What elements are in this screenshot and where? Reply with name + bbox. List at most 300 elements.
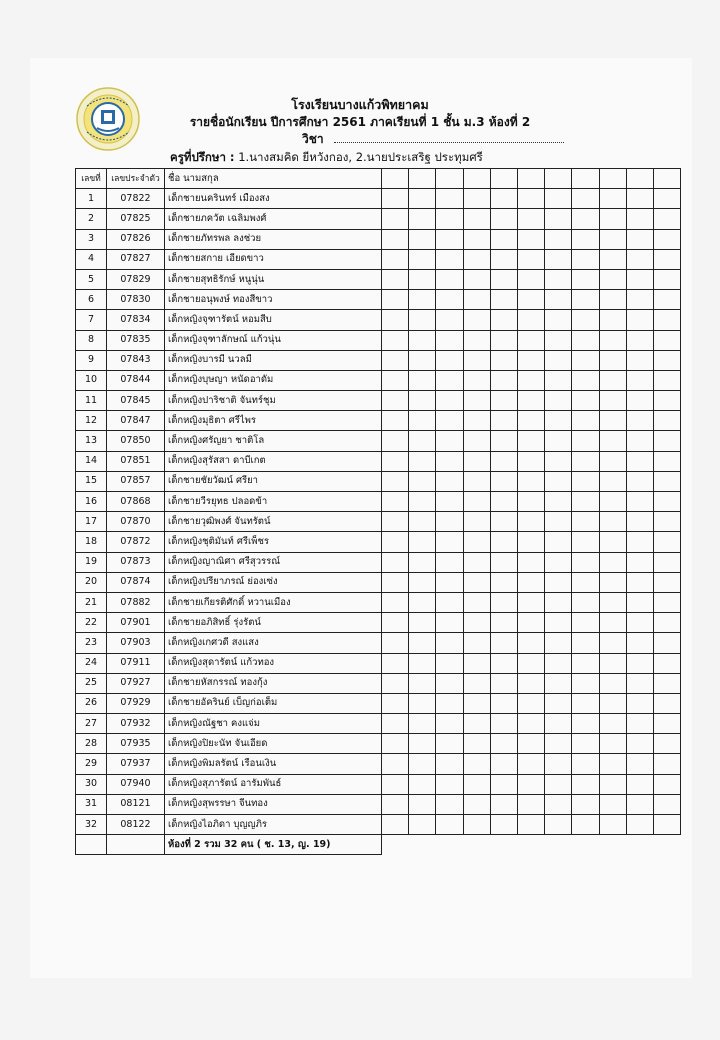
blank-cell (653, 532, 680, 552)
student-no: 25 (76, 673, 107, 693)
student-no: 3 (76, 229, 107, 249)
blank-cell (599, 310, 626, 330)
blank-cell (599, 229, 626, 249)
table-row (76, 290, 681, 310)
blank-cell (626, 512, 653, 532)
student-id: 07822 (107, 189, 165, 209)
blank-cell (409, 734, 436, 754)
table-row (76, 714, 681, 734)
blank-cell (76, 835, 107, 855)
blank-cell (599, 391, 626, 411)
blank-cell (436, 229, 463, 249)
student-no: 5 (76, 269, 107, 289)
blank-cell (545, 189, 572, 209)
blank-cell (545, 290, 572, 310)
student-name: เด็กชายสุทธิรักษ์ หนูนุ่น (165, 269, 382, 289)
blank-cell (409, 693, 436, 713)
student-no: 26 (76, 693, 107, 713)
blank-cell (436, 189, 463, 209)
table-row (76, 653, 681, 673)
table-row (76, 633, 681, 653)
blank-cell (490, 512, 517, 532)
table-row (76, 249, 681, 269)
blank-cell (572, 815, 599, 835)
table-row (76, 673, 681, 693)
table-row (76, 613, 681, 633)
blank-cell (626, 653, 653, 673)
student-id: 07835 (107, 330, 165, 350)
blank-cell (626, 532, 653, 552)
student-no: 19 (76, 552, 107, 572)
blank-cell (517, 774, 544, 794)
blank-cell (463, 229, 490, 249)
blank-cell (545, 471, 572, 491)
blank-cell (490, 815, 517, 835)
blank-cell (626, 290, 653, 310)
blank-cell (653, 411, 680, 431)
blank-cell (517, 613, 544, 633)
table-row (76, 451, 681, 471)
blank-cell (545, 572, 572, 592)
blank-cell (599, 794, 626, 814)
blank-cell (436, 492, 463, 512)
blank-cell (517, 653, 544, 673)
blank-cell (463, 552, 490, 572)
blank-cell (653, 350, 680, 370)
blank-cell (517, 189, 544, 209)
student-id: 07870 (107, 512, 165, 532)
student-name: เด็กชายอนุพงษ์ ทองสีขาว (165, 290, 382, 310)
blank-cell (409, 532, 436, 552)
blank-cell (653, 613, 680, 633)
blank-cell (463, 330, 490, 350)
blank-cell (517, 391, 544, 411)
blank-cell (653, 673, 680, 693)
student-name: เด็กชายเกียรติศักดิ์ หวานเมือง (165, 592, 382, 612)
blank-cell (599, 572, 626, 592)
student-id: 07850 (107, 431, 165, 451)
table-row (76, 815, 681, 835)
blank-cell (409, 754, 436, 774)
blank-cell (436, 653, 463, 673)
blank-cell (626, 492, 653, 512)
blank-cell (436, 613, 463, 633)
table-row (76, 189, 681, 209)
blank-cell (436, 391, 463, 411)
blank-cell (626, 714, 653, 734)
blank-cell (382, 471, 409, 491)
student-name: เด็กชายภควัต เฉลิมพงศ์ (165, 209, 382, 229)
blank-cell (599, 815, 626, 835)
table-row (76, 370, 681, 390)
header-blank-cell (517, 169, 544, 189)
student-name: เด็กหญิงมุธิตา ศรีไพร (165, 411, 382, 431)
blank-cell (545, 552, 572, 572)
table-row (76, 330, 681, 350)
blank-cell (436, 290, 463, 310)
blank-cell (107, 835, 165, 855)
blank-cell (599, 653, 626, 673)
blank-cell (572, 269, 599, 289)
blank-cell (517, 693, 544, 713)
blank-cell (517, 754, 544, 774)
student-name: เด็กหญิงจุฑารัตน์ หอมสีบ (165, 310, 382, 330)
blank-cell (517, 209, 544, 229)
table-row (76, 229, 681, 249)
blank-cell (409, 370, 436, 390)
blank-cell (545, 693, 572, 713)
blank-cell (382, 815, 409, 835)
blank-cell (545, 451, 572, 471)
blank-cell (517, 794, 544, 814)
blank-cell (572, 209, 599, 229)
student-no: 15 (76, 471, 107, 491)
subject-blank-line (334, 132, 564, 143)
student-no: 1 (76, 189, 107, 209)
blank-cell (382, 532, 409, 552)
blank-cell (490, 269, 517, 289)
blank-cell (463, 734, 490, 754)
student-no: 10 (76, 370, 107, 390)
blank-cell (653, 471, 680, 491)
blank-cell (409, 249, 436, 269)
student-no: 8 (76, 330, 107, 350)
student-id: 07834 (107, 310, 165, 330)
blank-cell (490, 310, 517, 330)
blank-cell (382, 411, 409, 431)
student-name: เด็กชายนครินทร์ เมืองสง (165, 189, 382, 209)
student-id: 07929 (107, 693, 165, 713)
student-no: 9 (76, 350, 107, 370)
blank-cell (436, 552, 463, 572)
blank-cell (382, 350, 409, 370)
blank-cell (517, 633, 544, 653)
student-name: เด็กชายสกาย เอียดขาว (165, 249, 382, 269)
student-no: 27 (76, 714, 107, 734)
blank-cell (626, 269, 653, 289)
blank-cell (409, 492, 436, 512)
blank-cell (517, 269, 544, 289)
blank-cell (463, 370, 490, 390)
school-name: โรงเรียนบางแก้วพิทยาคม (291, 97, 429, 112)
blank-cell (653, 431, 680, 451)
blank-cell (463, 532, 490, 552)
blank-cell (409, 552, 436, 572)
student-id: 07826 (107, 229, 165, 249)
student-id: 07901 (107, 613, 165, 633)
blank-cell (545, 229, 572, 249)
blank-cell (436, 754, 463, 774)
table-row (76, 794, 681, 814)
header-blank-cell (626, 169, 653, 189)
advisor-label: ครูที่ปรึกษา : (170, 150, 235, 164)
blank-cell (382, 774, 409, 794)
blank-cell (572, 592, 599, 612)
student-no: 7 (76, 310, 107, 330)
student-no: 31 (76, 794, 107, 814)
blank-cell (463, 613, 490, 633)
student-name: เด็กชายหัสกรรณ์ ทองกุ้ง (165, 673, 382, 693)
student-name: เด็กหญิงสุพรรษา จีนทอง (165, 794, 382, 814)
blank-cell (517, 350, 544, 370)
blank-cell (463, 572, 490, 592)
student-name: เด็กหญิงบุษญา หนัดอาดัม (165, 370, 382, 390)
blank-cell (626, 572, 653, 592)
header-blank-cell (599, 169, 626, 189)
blank-cell (436, 330, 463, 350)
blank-cell (545, 532, 572, 552)
student-id: 07847 (107, 411, 165, 431)
blank-cell (490, 794, 517, 814)
blank-cell (517, 310, 544, 330)
header-no: เลขที่ (76, 169, 107, 189)
blank-cell (436, 592, 463, 612)
blank-cell (517, 471, 544, 491)
blank-cell (545, 411, 572, 431)
blank-cell (572, 431, 599, 451)
blank-cell (409, 310, 436, 330)
blank-cell (382, 391, 409, 411)
blank-cell (572, 532, 599, 552)
blank-cell (409, 411, 436, 431)
blank-cell (382, 673, 409, 693)
blank-cell (409, 290, 436, 310)
blank-cell (572, 774, 599, 794)
blank-cell (572, 492, 599, 512)
blank-cell (409, 774, 436, 794)
blank-cell (572, 693, 599, 713)
table-row (76, 572, 681, 592)
blank-cell (572, 229, 599, 249)
blank-cell (653, 290, 680, 310)
table-header-row (76, 169, 681, 189)
student-id: 07868 (107, 492, 165, 512)
blank-cell (599, 189, 626, 209)
blank-cell (409, 714, 436, 734)
blank-cell (490, 370, 517, 390)
blank-cell (599, 431, 626, 451)
blank-cell (626, 734, 653, 754)
blank-cell (463, 794, 490, 814)
blank-cell (545, 734, 572, 754)
student-roster-table (75, 168, 681, 855)
blank-cell (490, 391, 517, 411)
blank-cell (436, 714, 463, 734)
blank-cell (653, 653, 680, 673)
blank-cell (572, 411, 599, 431)
blank-cell (545, 350, 572, 370)
blank-cell (490, 653, 517, 673)
blank-cell (572, 471, 599, 491)
header-blank-cell (653, 169, 680, 189)
blank-cell (653, 794, 680, 814)
table-row (76, 734, 681, 754)
student-id: 07845 (107, 391, 165, 411)
blank-cell (626, 370, 653, 390)
blank-cell (382, 754, 409, 774)
blank-cell (409, 592, 436, 612)
blank-cell (599, 451, 626, 471)
blank-cell (626, 330, 653, 350)
blank-cell (599, 209, 626, 229)
blank-cell (463, 633, 490, 653)
blank-cell (572, 370, 599, 390)
blank-cell (382, 492, 409, 512)
blank-cell (626, 673, 653, 693)
blank-cell (382, 794, 409, 814)
student-name: เด็กหญิงจุฑาลักษณ์ แก้วนุ่น (165, 330, 382, 350)
blank-cell (599, 249, 626, 269)
blank-cell (545, 330, 572, 350)
student-no: 17 (76, 512, 107, 532)
blank-cell (382, 613, 409, 633)
blank-cell (517, 229, 544, 249)
blank-cell (599, 774, 626, 794)
advisor-names: 1.นางสมคิด ยีหวังกอง, 2.นายประเสริฐ ประทุมศรี (238, 150, 483, 164)
blank-cell (572, 249, 599, 269)
blank-cell (382, 714, 409, 734)
blank-cell (490, 673, 517, 693)
blank-cell (572, 613, 599, 633)
blank-cell (626, 189, 653, 209)
blank-cell (626, 391, 653, 411)
header-blank-cell (572, 169, 599, 189)
blank-cell (409, 330, 436, 350)
student-no: 24 (76, 653, 107, 673)
blank-cell (436, 734, 463, 754)
blank-cell (572, 673, 599, 693)
blank-cell (436, 471, 463, 491)
blank-cell (653, 572, 680, 592)
student-id: 07830 (107, 290, 165, 310)
blank-cell (463, 350, 490, 370)
blank-cell (409, 391, 436, 411)
blank-cell (409, 512, 436, 532)
blank-cell (490, 209, 517, 229)
blank-cell (436, 693, 463, 713)
blank-cell (382, 592, 409, 612)
blank-cell (545, 794, 572, 814)
blank-cell (572, 653, 599, 673)
blank-cell (545, 592, 572, 612)
blank-cell (545, 492, 572, 512)
student-id: 07937 (107, 754, 165, 774)
blank-cell (599, 350, 626, 370)
blank-cell (599, 532, 626, 552)
table-row (76, 492, 681, 512)
student-no: 20 (76, 572, 107, 592)
blank-cell (599, 613, 626, 633)
blank-cell (436, 249, 463, 269)
blank-cell (436, 794, 463, 814)
blank-cell (409, 431, 436, 451)
blank-cell (463, 693, 490, 713)
student-name: เด็กหญิงสุรัสสา ดาบีเกต (165, 451, 382, 471)
table-row (76, 350, 681, 370)
student-id: 08122 (107, 815, 165, 835)
blank-cell (545, 653, 572, 673)
student-name: เด็กหญิงณัฐชา คงแจ่ม (165, 714, 382, 734)
blank-cell (517, 451, 544, 471)
blank-cell (409, 794, 436, 814)
blank-cell (545, 512, 572, 532)
blank-cell (545, 209, 572, 229)
blank-cell (490, 330, 517, 350)
blank-cell (463, 431, 490, 451)
header-blank-cell (545, 169, 572, 189)
table-row (76, 592, 681, 612)
table-row (76, 431, 681, 451)
blank-cell (436, 815, 463, 835)
blank-cell (653, 330, 680, 350)
blank-cell (653, 269, 680, 289)
blank-cell (626, 794, 653, 814)
blank-cell (463, 451, 490, 471)
blank-cell (517, 714, 544, 734)
blank-cell (436, 431, 463, 451)
blank-cell (463, 290, 490, 310)
blank-cell (490, 492, 517, 512)
blank-cell (599, 471, 626, 491)
blank-cell (572, 189, 599, 209)
blank-cell (436, 370, 463, 390)
blank-cell (382, 451, 409, 471)
student-no: 2 (76, 209, 107, 229)
blank-cell (626, 592, 653, 612)
student-no: 30 (76, 774, 107, 794)
blank-cell (436, 451, 463, 471)
student-id: 07882 (107, 592, 165, 612)
blank-cell (382, 370, 409, 390)
blank-cell (409, 229, 436, 249)
blank-cell (653, 512, 680, 532)
student-name: เด็กหญิงไอภิดา บุญญภิร (165, 815, 382, 835)
student-no: 28 (76, 734, 107, 754)
blank-cell (653, 714, 680, 734)
blank-cell (490, 451, 517, 471)
student-name: เด็กหญิงสุภารัตน์ อารัมพันธ์ (165, 774, 382, 794)
blank-cell (653, 774, 680, 794)
student-name: เด็กหญิงปิยะนัท จันเอียด (165, 734, 382, 754)
blank-cell (409, 451, 436, 471)
blank-cell (517, 330, 544, 350)
blank-cell (463, 512, 490, 532)
blank-cell (463, 673, 490, 693)
blank-cell (490, 774, 517, 794)
blank-cell (382, 734, 409, 754)
blank-cell (626, 754, 653, 774)
blank-cell (545, 815, 572, 835)
student-id: 07940 (107, 774, 165, 794)
blank-cell (545, 754, 572, 774)
student-id: 07927 (107, 673, 165, 693)
header-id: เลขประจำตัว (107, 169, 165, 189)
blank-cell (490, 552, 517, 572)
student-no: 11 (76, 391, 107, 411)
blank-cell (517, 815, 544, 835)
blank-cell (517, 370, 544, 390)
student-no: 21 (76, 592, 107, 612)
blank-cell (626, 693, 653, 713)
blank-cell (409, 613, 436, 633)
blank-cell (626, 229, 653, 249)
blank-cell (599, 290, 626, 310)
blank-cell (490, 633, 517, 653)
student-no: 23 (76, 633, 107, 653)
blank-cell (572, 552, 599, 572)
blank-cell (517, 592, 544, 612)
student-id: 07874 (107, 572, 165, 592)
